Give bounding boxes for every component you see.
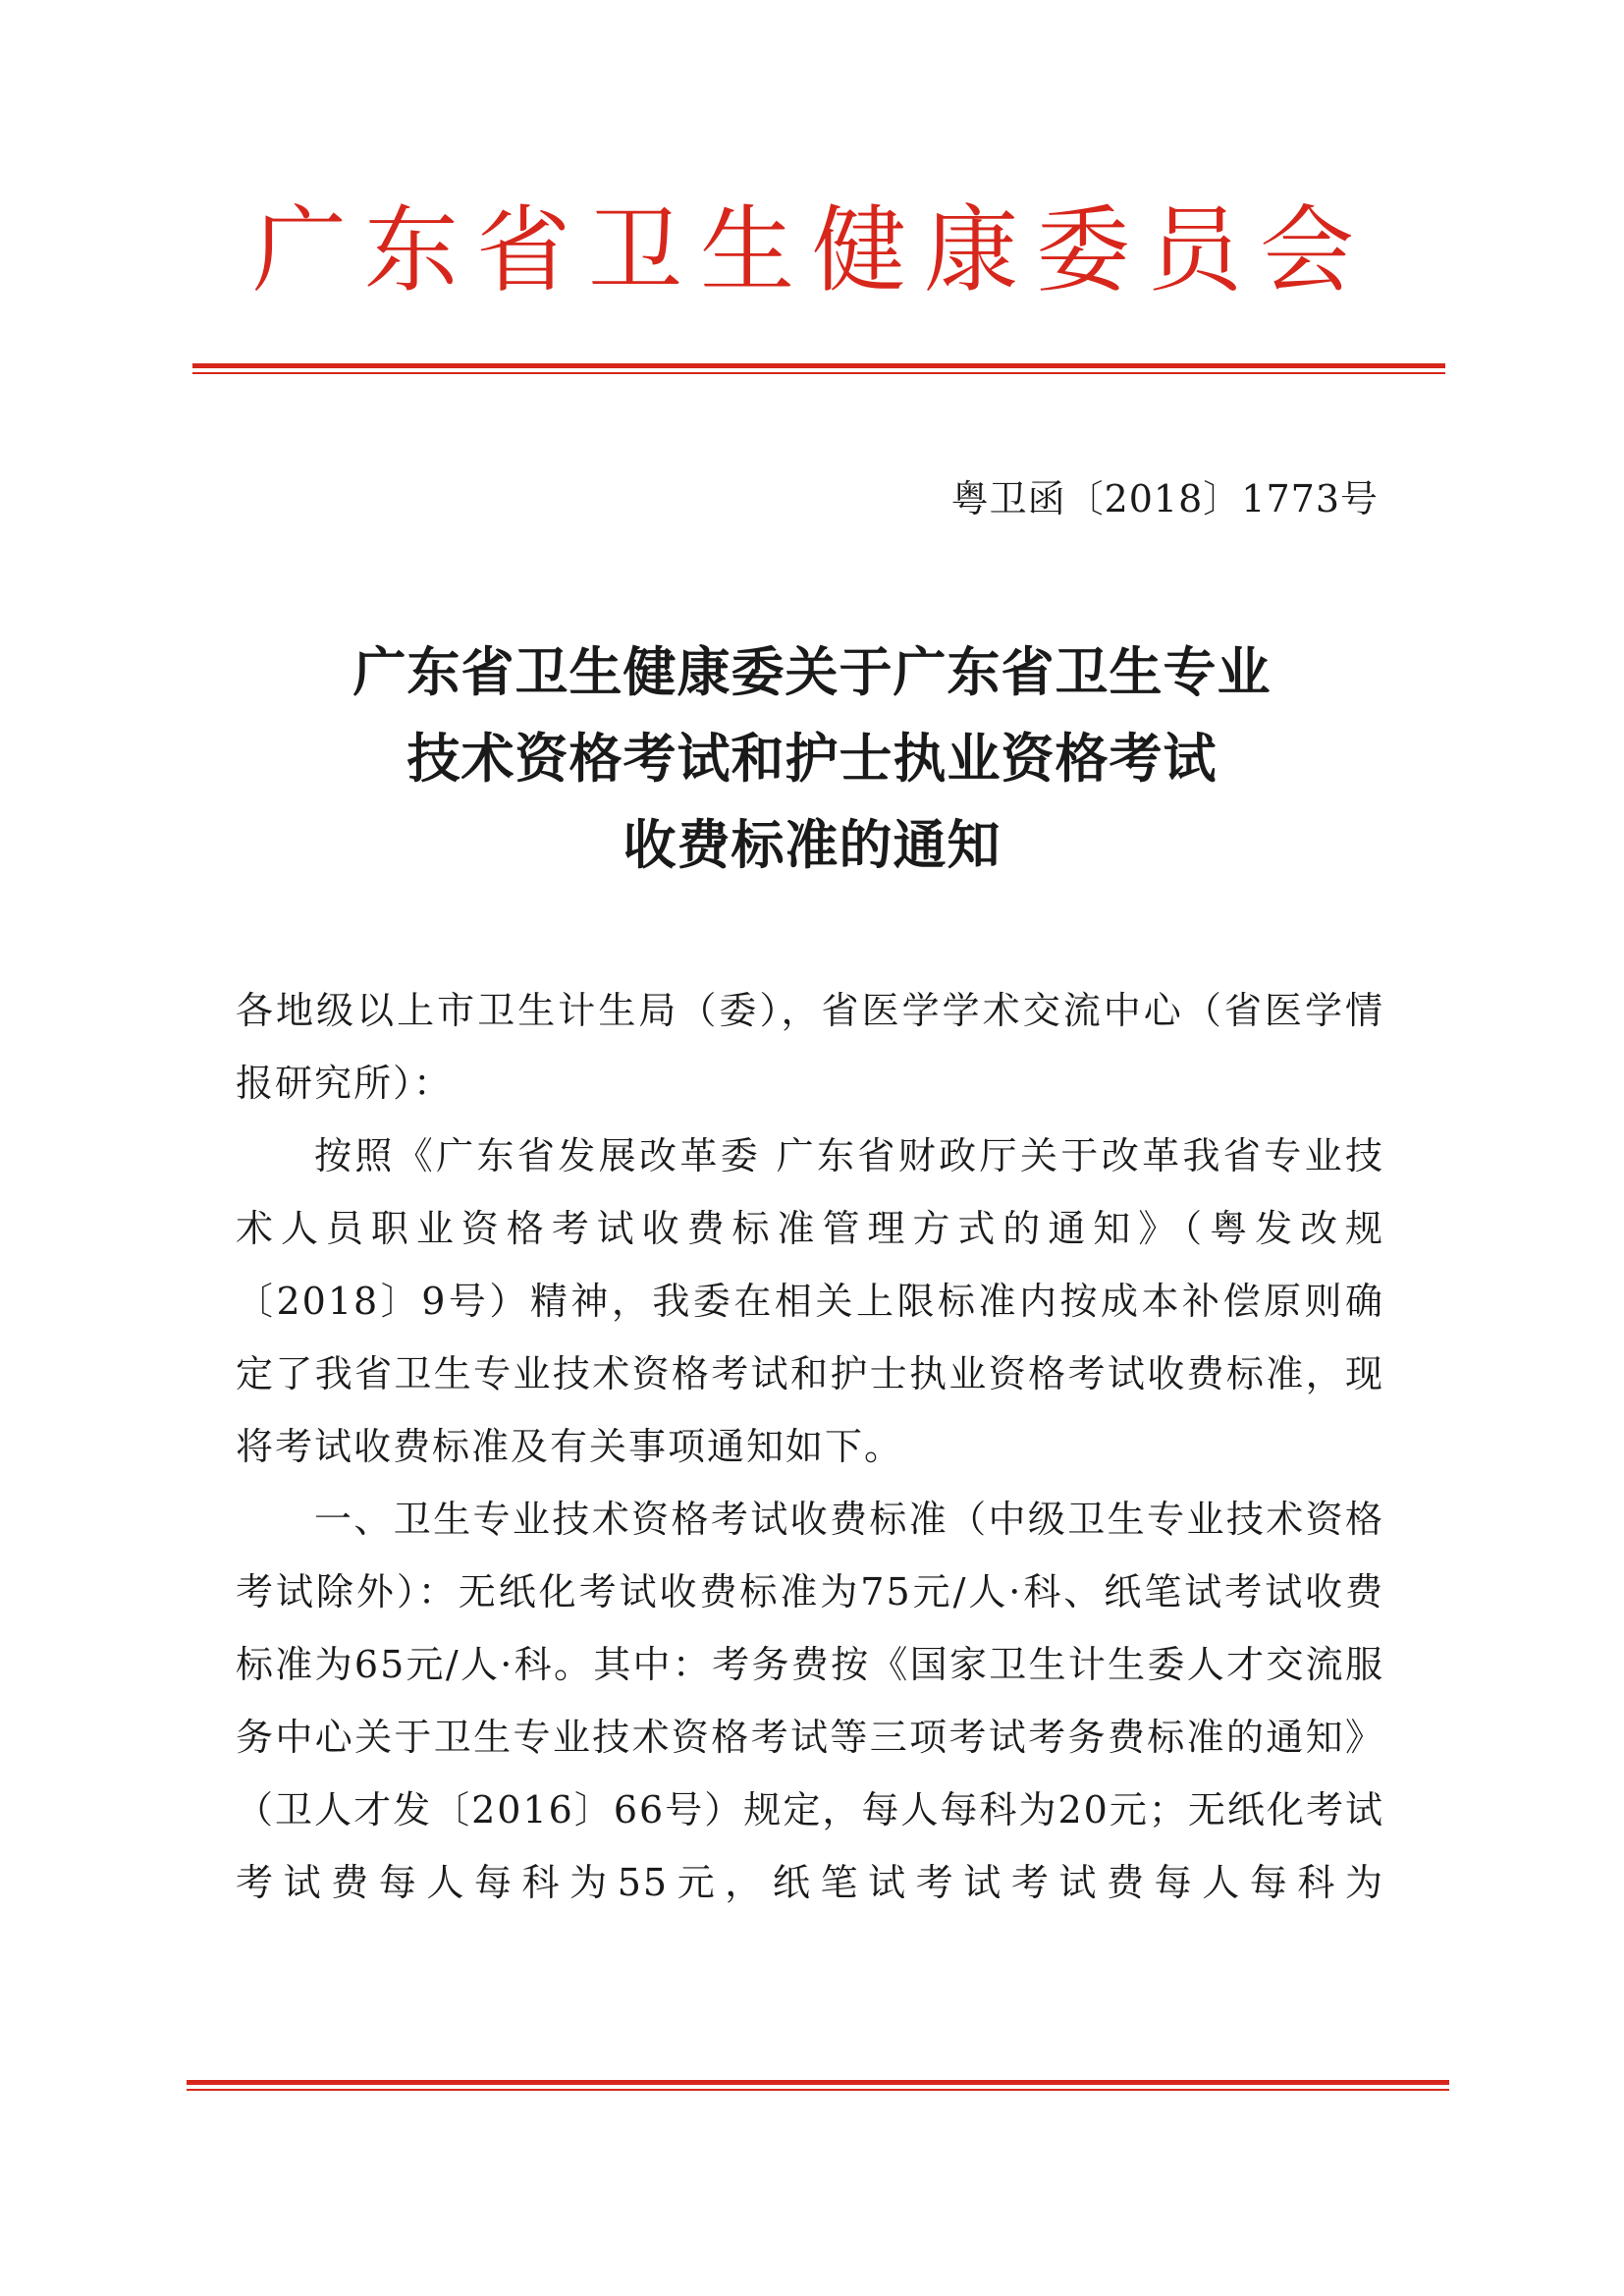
title-line-2: 技术资格考试和护士执业资格考试 [406,727,1218,790]
body-paragraph-1: 按照《广东省发展改革委 广东省财政厅关于改革我省专业技术人员职业资格考试收费标准管理方式的通知》（粤发改规〔2018〕9号）精神，我委在相关上限标准内按成本补偿原则确定了我省卫生专业技术资格考试和护士执业资格考试收费标准，现将考试收费标准及有关事项通知如下。 [236,1134,1384,1468]
footer-red-rule [187,2080,1449,2091]
salutation: 各地级以上市卫生计生局（委），省医学学术交流中心（省医学情报研究所）： [236,989,1384,1105]
body-paragraph-2: 一、卫生专业技术资格考试收费标准（中级卫生专业技术资格考试除外）：无纸化考试收费标准为75元/人·科、纸笔试考试收费标准为65元/人·科。其中：考务费按《国家卫生计生委人才交流服务中心关于卫生专业技术资格考试等三项考试考务费标准的通知》（卫人才发〔2016〕66号）规定，每人每科为20元；无纸化考试考试费每人每科为55元，纸笔试考试考试费每人每科为 [236,1498,1384,1904]
document-body [236,974,1384,1919]
agency-letterhead: 广东省卫生健康委员会 [252,195,1372,305]
title-line-3: 收费标准的通知 [623,813,1001,876]
header-red-rule [192,363,1445,374]
document-number: 粤卫函〔2018〕1773号 [950,477,1379,520]
document-title [0,629,1624,888]
title-line-1: 广东省卫生健康委关于广东省卫生专业 [352,640,1272,703]
